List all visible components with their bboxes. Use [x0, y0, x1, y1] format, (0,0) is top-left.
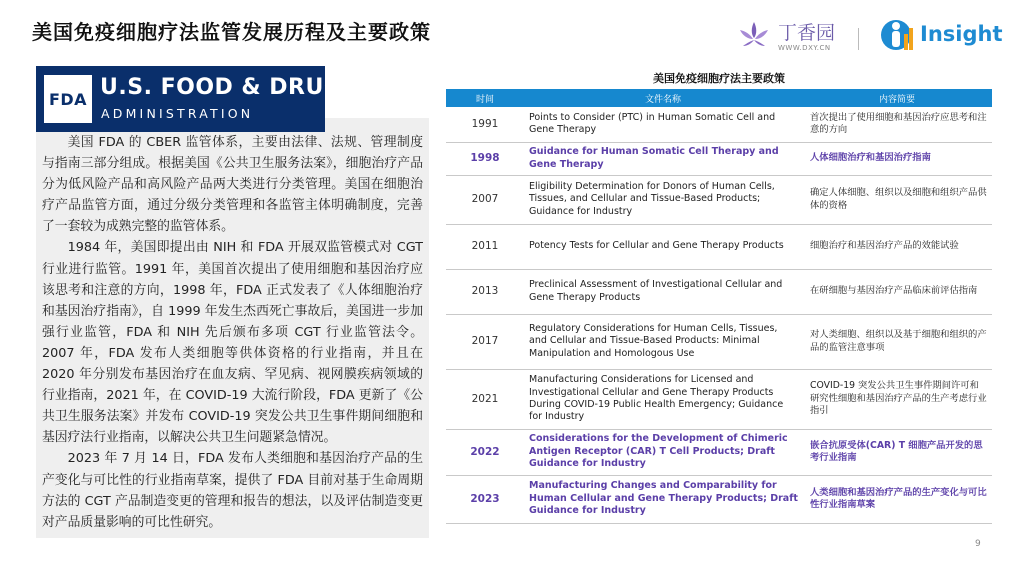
row-summary: 人体细胞治疗和基因治疗指南: [802, 142, 992, 175]
dxy-brand-name: 丁香园: [778, 22, 836, 44]
row-document: Regulatory Considerations for Human Cells, Tissues, and Cellular and Tissue-Based Products: Minimal Manipulation and Homologous Use: [524, 314, 802, 369]
row-summary: 在研细胞与基因治疗产品临床前评估指南: [802, 269, 992, 314]
table-row: [446, 369, 992, 429]
row-summary: 人类细胞和基因治疗产品的生产变化与可比性行业指南草案: [802, 475, 992, 523]
table-row: [446, 224, 992, 269]
intro-paragraph-2: 1984 年，美国即提出由 NIH 和 FDA 开展双监管模式对 CGT 行业进行监管。1991 年，美国首次提出了使用细胞和基因治疗应该思考和注意的方向，1998 年，FDA 正式发表了《人体细胞治疗和基因治疗指南》，自 1999 年发生杰西死亡事故后，美国进一步加强行业监管，FDA 和 NIH 先后颁布多项 CGT 行业监管法令。2007 年，FDA 发布人类细胞等供体资格的行业指南，并且在 2020 年分别发布基因治疗在血友病、罕见病、视网膜疾病领域的行业指南，2021 年，在 COVID-19 大流行阶段，FDA 更新了《公共卫生服务法案》并发布 COVID-19 突发公共卫生事件期间细胞和基因疗法行业指南，以解决公共卫生问题紧急情况。: [42, 240, 423, 446]
table-row: [446, 142, 992, 175]
table-row: [446, 175, 992, 224]
column-header-document: 文件名称: [524, 89, 802, 107]
row-summary: COVID-19 突发公共卫生事件期间许可和研究性细胞和基因治疗产品的生产考虑行业指引: [802, 369, 992, 429]
table-row: [446, 475, 992, 523]
column-header-summary: 内容简要: [802, 89, 992, 107]
intro-text-panel: [36, 118, 429, 538]
row-document: Points to Consider (PTC) in Human Somatic Cell and Gene Therapy: [524, 107, 802, 142]
table-row: [446, 314, 992, 369]
fda-name-line1: U.S. FOOD & DRUG: [100, 75, 343, 100]
row-year: 2013: [446, 269, 524, 314]
table-row: [446, 269, 992, 314]
dxy-logo: [734, 16, 844, 58]
row-document: Potency Tests for Cellular and Gene Therapy Products: [524, 224, 802, 269]
table-row: [446, 107, 992, 142]
page-number: 9: [975, 539, 981, 549]
row-document: Manufacturing Changes and Comparability for Human Cellular and Gene Therapy Products; Draft Guidance for Industry: [524, 475, 802, 523]
fda-badge: FDA: [44, 75, 92, 123]
row-year: 2021: [446, 369, 524, 429]
row-document: Guidance for Human Somatic Cell Therapy and Gene Therapy: [524, 142, 802, 175]
dxy-brand-url: WWW.DXY.CN: [778, 44, 831, 52]
fda-logo-banner: [36, 66, 343, 132]
row-year: 2011: [446, 224, 524, 269]
row-document: Manufacturing Considerations for Licensed and Investigational Cellular and Gene Therapy Products During COVID-19 Public Health Emergency; Guidance for Industry: [524, 369, 802, 429]
row-summary: 首次提出了使用细胞和基因治疗应思考和注意的方向: [802, 107, 992, 142]
row-year: 1998: [446, 142, 524, 175]
row-year: 2022: [446, 429, 524, 475]
insight-figure-icon: [880, 18, 916, 54]
row-year: 1991: [446, 107, 524, 142]
row-document: Considerations for the Development of Chimeric Antigen Receptor (CAR) T Cell Products; Draft Guidance for Industry: [524, 429, 802, 475]
row-document: Eligibility Determination for Donors of Human Cells, Tissues, and Cellular and Tissue-Based Products; Guidance for Industry: [524, 175, 802, 224]
dxy-flower-icon: [734, 16, 774, 56]
row-summary: 对人类细胞、组织以及基于细胞和组织的产品的监管注意事项: [802, 314, 992, 369]
insight-brand-name: Insight: [920, 22, 1003, 46]
row-year: 2007: [446, 175, 524, 224]
page-title: 美国免疫细胞疗法监管发展历程及主要政策: [32, 20, 431, 44]
policy-table: [446, 89, 992, 524]
column-header-year: 时间: [446, 89, 524, 107]
row-document: Preclinical Assessment of Investigational Cellular and Gene Therapy Products: [524, 269, 802, 314]
row-summary: 确定人体细胞、组织以及细胞和组织产品供体的资格: [802, 175, 992, 224]
row-summary: 嵌合抗原受体(CAR) T 细胞产品开发的思考行业指南: [802, 429, 992, 475]
row-year: 2023: [446, 475, 524, 523]
intro-paragraph-1: 美国 FDA 的 CBER 监管体系，主要由法律、法规、管理制度与指南三部分组成。根据美国《公共卫生服务法案》，细胞治疗产品分为低风险产品和高风险产品两大类进行分类管理。美国在细胞治疗产品监管方面，通过分级分类管理和各监管主体明确制度，完善了一套较为成熟完整的监管体系。: [42, 135, 423, 235]
brand-separator: [858, 28, 859, 50]
row-summary: 细胞治疗和基因治疗产品的效能试验: [802, 224, 992, 269]
table-row: [446, 429, 992, 475]
row-year: 2017: [446, 314, 524, 369]
table-header-row: [446, 89, 992, 107]
intro-paragraph-3: 2023 年 7 月 14 日，FDA 发布人类细胞和基因治疗产品的生产变化与可比性的行业指南草案，提供了 FDA 目前对基于生命周期方法的 CGT 产品制造变更的管理和报告的想法，以及评估制造变更对产品质量影响的可比性研究。: [42, 451, 423, 530]
fda-name-line2: ADMINISTRATION: [101, 106, 254, 121]
table-title: 美国免疫细胞疗法主要政策: [653, 72, 785, 85]
insight-logo: [880, 16, 1010, 56]
